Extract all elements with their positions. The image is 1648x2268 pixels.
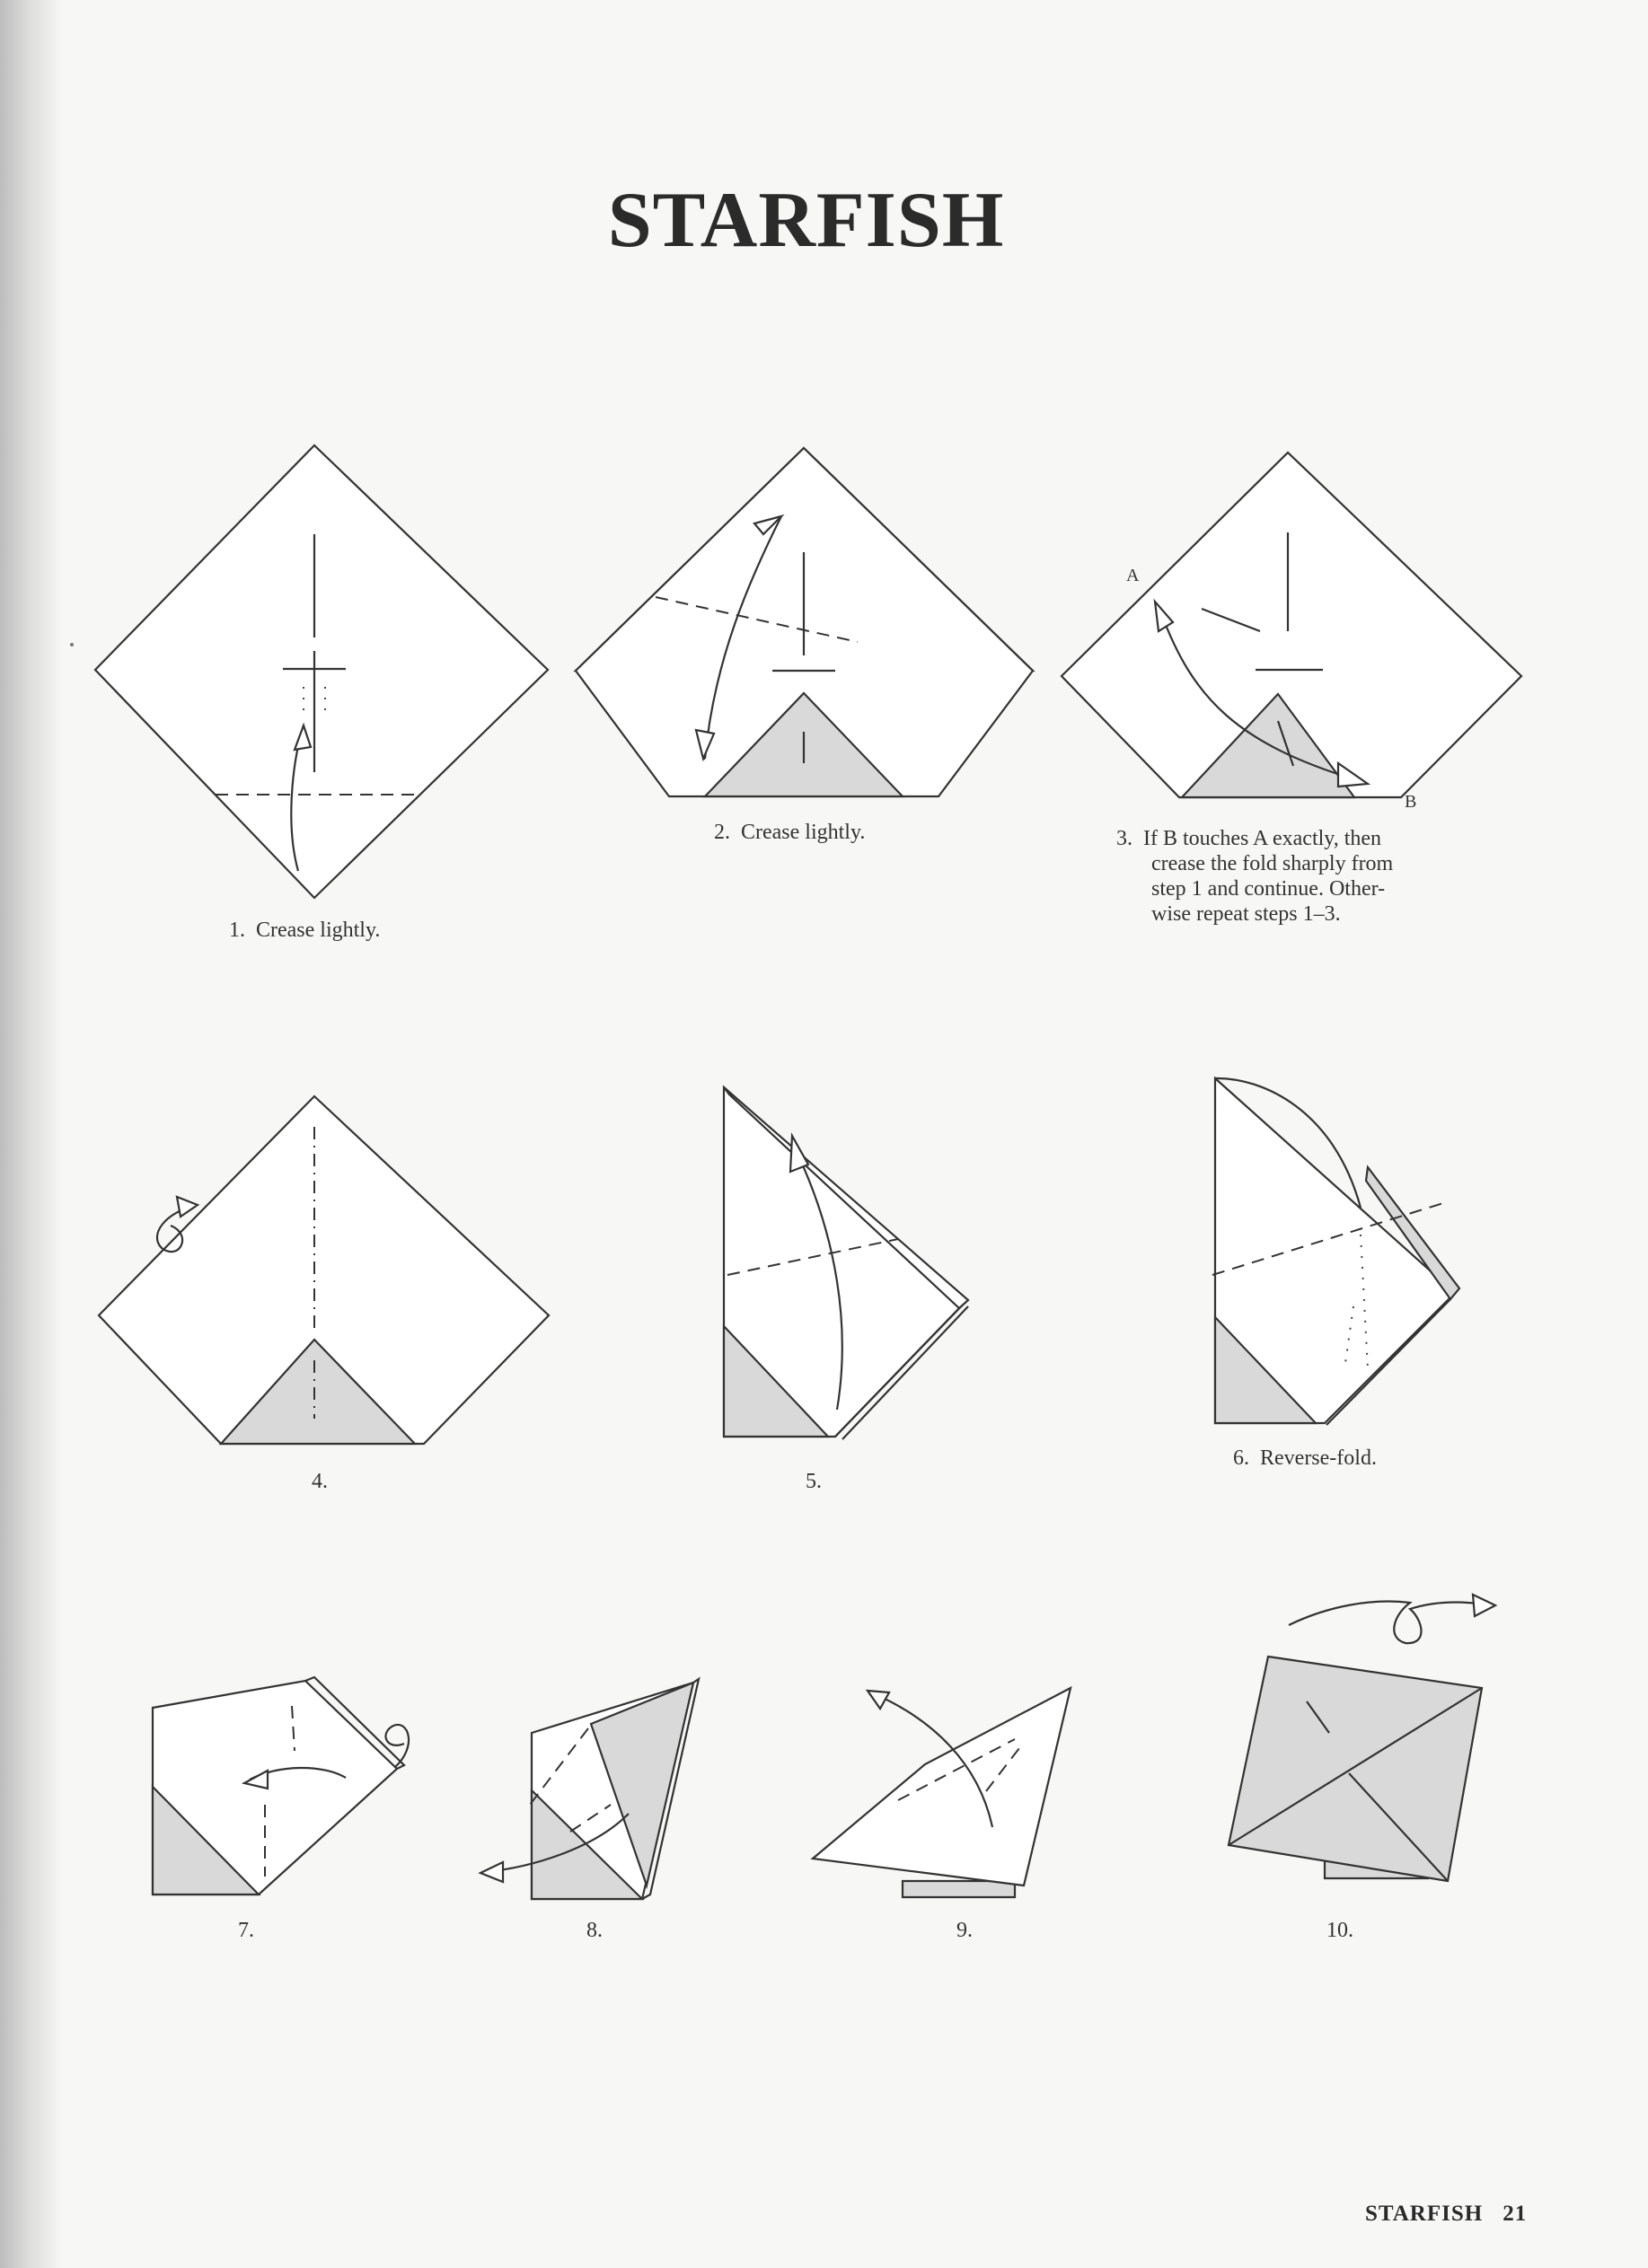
step-9-diagram [808,1666,1078,1908]
step-2-diagram [570,444,1037,804]
step-5-diagram [718,1082,988,1450]
page-number: 21 [1503,2202,1528,2226]
step-9-caption: 9. [956,1919,973,1942]
running-footer [1365,2202,1527,2227]
step-8-caption: 8. [586,1919,603,1942]
step-4-diagram [94,1091,561,1455]
folded-shape [813,1688,1071,1886]
point-label-b: B [1405,792,1417,812]
step-4-caption: 4. [312,1470,328,1493]
step-5-caption: 5. [806,1470,822,1493]
point-label-a: A [1126,566,1140,585]
step-3-diagram [1058,447,1525,815]
print-speck [70,643,74,646]
step-8-diagram [476,1670,718,1903]
step-6-caption: 6. Reverse-fold. [1233,1446,1377,1470]
step-1-diagram [90,440,557,907]
step-7-diagram [144,1670,431,1903]
step-7-caption: 7. [238,1919,254,1942]
square-paper [95,445,548,898]
step-3-caption: 3. If B touches A exactly, then crease the fold sharply from step 1 and continue. Other- wise repeat steps 1–3. [1116,827,1394,926]
step-1-caption: 1. Crease lightly. [229,919,381,942]
square-paper [1229,1657,1482,1881]
step-10-caption: 10. [1326,1919,1353,1942]
page-title: STARFISH [607,177,1005,264]
step-10-diagram [1221,1589,1509,1894]
step-6-diagram [1208,1073,1477,1432]
running-head: STARFISH [1365,2202,1484,2226]
turn-over-icon [1289,1602,1491,1644]
folded-flap [903,1881,1015,1897]
step-2-caption: 2. Crease lightly. [714,821,866,844]
page-binding-shadow [0,0,63,2268]
